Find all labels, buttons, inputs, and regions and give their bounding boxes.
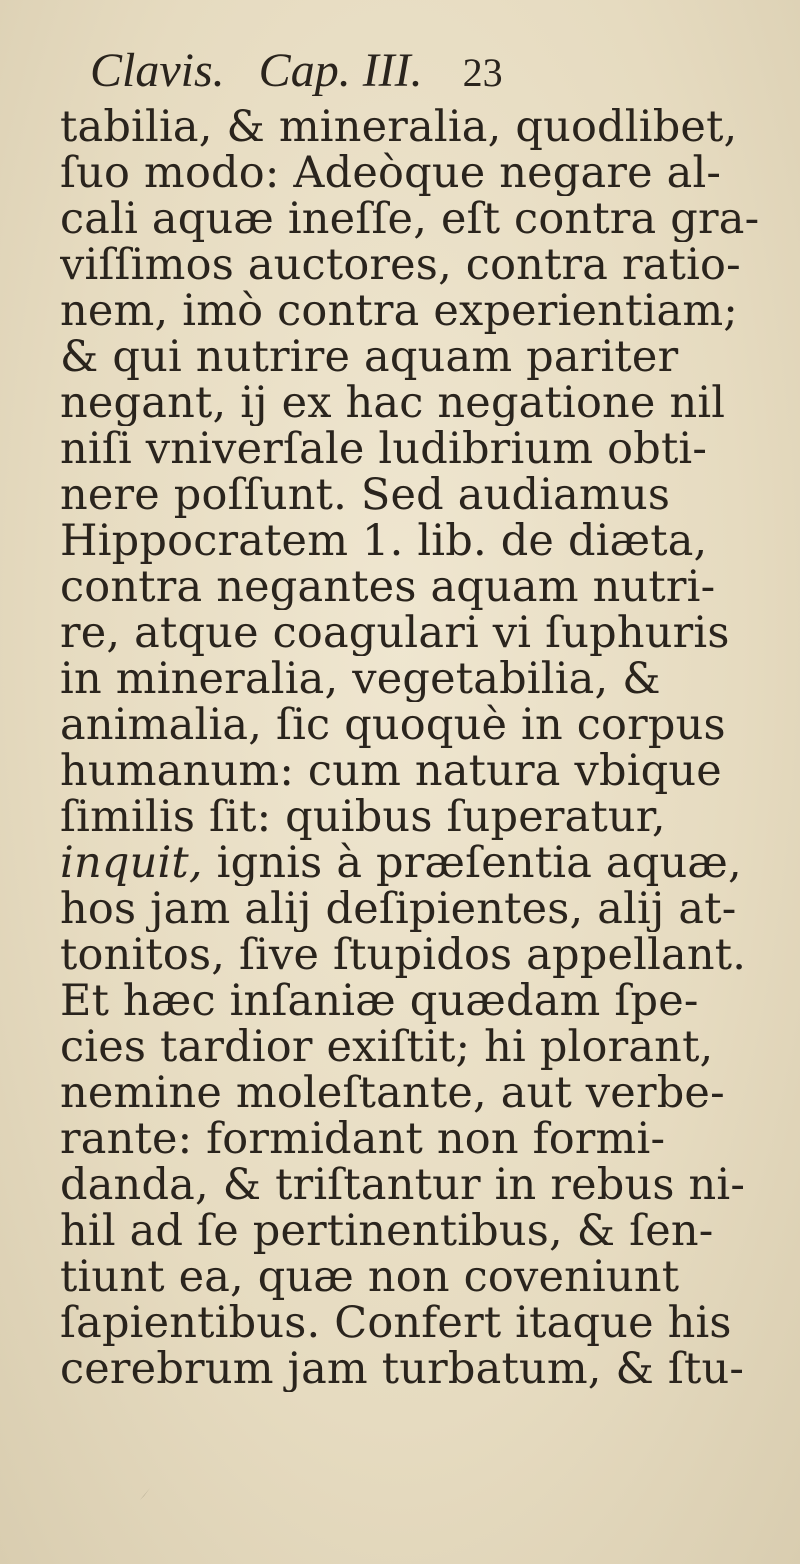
text-line: animalia, ſic quoquè in corpus	[60, 702, 726, 748]
text-line: viſſimos auctores, contra ratio-	[60, 242, 741, 288]
text-line: tiunt ea, quæ non coveniunt	[60, 1254, 680, 1300]
text-line: in mineralia, vegetabilia, &	[60, 656, 661, 702]
text-line: hos jam alij deſipientes, alij at-	[60, 886, 737, 932]
text-line: rante: formidant non formi-	[60, 1116, 666, 1162]
text-line: ſuo modo: Adeòque negare al-	[60, 150, 722, 196]
text-line: ſapientibus. Confert itaque his	[60, 1300, 732, 1346]
text-line: cali aquæ ineſſe, eſt contra gra-	[60, 196, 760, 242]
header-chapter: Cap. III.	[258, 44, 423, 97]
text-line: ſimilis ſit: quibus ſuperatur,	[60, 794, 666, 840]
text-line: humanum: cum natura vbique	[60, 748, 722, 794]
text-line: nem, imò contra experientiam;	[60, 288, 738, 334]
text-line: nemine moleſtante, aut verbe-	[60, 1070, 725, 1116]
text-line: niſi vniverſale ludibrium obti-	[60, 426, 708, 472]
text-line: & qui nutrire aquam pariter	[60, 334, 679, 380]
text-line: contra negantes aquam nutri-	[60, 564, 716, 610]
text-line: hil ad ſe pertinentibus, & ſen-	[60, 1208, 714, 1254]
text-line: danda, & triſtantur in rebus ni-	[60, 1162, 746, 1208]
paper-blemish	[130, 1470, 170, 1510]
text-line: cerebrum jam turbatum, & ſtu-	[60, 1346, 745, 1392]
text-line: re, atque coagulari vi ſuphuris	[60, 610, 730, 656]
text-line: tabilia, & mineralia, quodlibet,	[60, 104, 738, 150]
text-line: Hippocratem 1. lib. de diæta,	[60, 518, 708, 564]
text-line: tonitos, ſive ſtupidos appellant.	[60, 932, 747, 978]
text-line: negant, ij ex hac negatione nil	[60, 380, 726, 426]
italic-word: inquit,	[60, 840, 203, 886]
header-title: Clavis.	[90, 44, 225, 97]
page-number: 23	[462, 50, 503, 95]
text-line: Et hæc inſaniæ quædam ſpe-	[60, 978, 699, 1024]
text-line-with-italic	[60, 840, 780, 886]
text-line: cies tardior exiſtit; hi plorant,	[60, 1024, 714, 1070]
text-line-rest: ignis à præſentia aquæ,	[216, 840, 742, 886]
text-line: nere poſſunt. Sed audiamus	[60, 472, 671, 518]
